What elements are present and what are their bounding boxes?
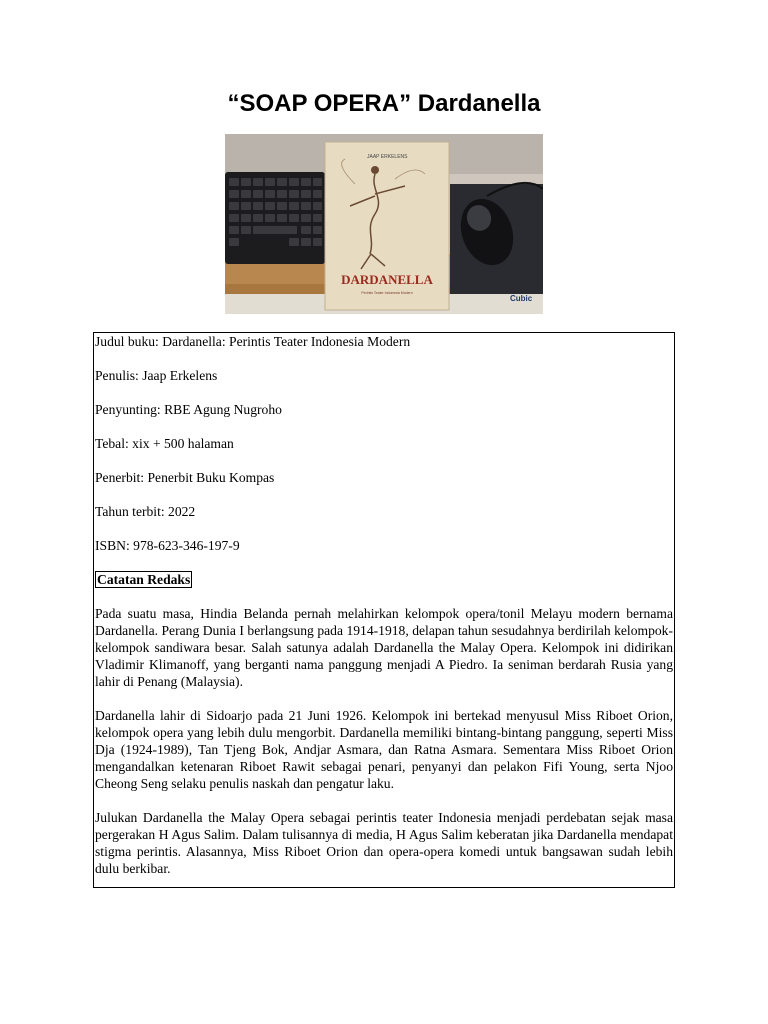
detail-title: Judul buku: Dardanella: Perintis Teater Indonesia Modern: [95, 334, 411, 349]
detail-pages: Tebal: xix + 500 halaman: [95, 436, 234, 451]
book-title: DARDANELLA: [341, 272, 433, 287]
detail-editor: Penyunting: RBE Agung Nugroho: [95, 402, 282, 417]
detail-author: Penulis: Jaap Erkelens: [95, 368, 218, 383]
section-heading: Catatan Redaks: [97, 572, 191, 587]
paragraph: Dardanella lahir di Sidoarjo pada 21 Juni 1926. Kelompok ini bertekad menyusul Miss Riboet Orion, kelompok opera yang lebih dulu mengorbit. Dardanella memiliki bintang-bintang panggung, seperti Miss Dja (1924-1989), Tan Tjeng Bok, Andjar Asmara, dan Ratna Asmara. Sementara Miss Riboet Orion mengandalkan ketenaran Riboet Rawit sebagai penari, penyanyi dan pelakon Fifi Young, serta Njoo Cheong Seng selaku penulis naskah dan pengatur laku.: [95, 708, 673, 791]
paragraph: Pada suatu masa, Hindia Belanda pernah melahirkan kelompok opera/tonil Melayu modern bernama Dardanella. Perang Dunia I berlangsung pada 1914-1918, delapan tahun sesudahnya berdirilah kelompok-kelompok sandiwara besar. Salah satunya adalah Dardanella the Malay Opera. Kelompok ini didirikan Vladimir Klimanoff, yang berganti nama panggung menjadi A Piedro. Ia seniman berdarah Rusia yang lahir di Penang (Malaysia).: [95, 606, 673, 689]
detail-publisher: Penerbit: Penerbit Buku Kompas: [95, 470, 275, 485]
page-title: “SOAP OPERA” Dardanella: [227, 90, 541, 117]
book-photo: [225, 134, 543, 314]
keyboard-image: [225, 172, 325, 264]
book-subtitle: Perintis Teater Indonesia Modern: [361, 291, 413, 295]
book-author: JAAP ERKELENS: [367, 154, 408, 160]
book-cover: [325, 142, 449, 310]
paragraph: Julukan Dardanella the Malay Opera sebagai perintis teater Indonesia menjadi perdebatan sejak masa pergerakan H Agus Salim. Dalam tulisannya di media, H Agus Salim keberatan jika Dardanella mendapat stigma perintis. Alasannya, Miss Riboet Orion dan opera-opera komedi untuk bangsawan sudah lebih dulu berkibar.: [95, 810, 673, 876]
detail-year: Tahun terbit: 2022: [95, 504, 196, 519]
mousepad-brand: Cubic: [510, 294, 533, 303]
mouse-image: [450, 183, 543, 303]
book-info-box: [93, 332, 675, 888]
detail-isbn: ISBN: 978-623-346-197-9: [95, 538, 240, 553]
